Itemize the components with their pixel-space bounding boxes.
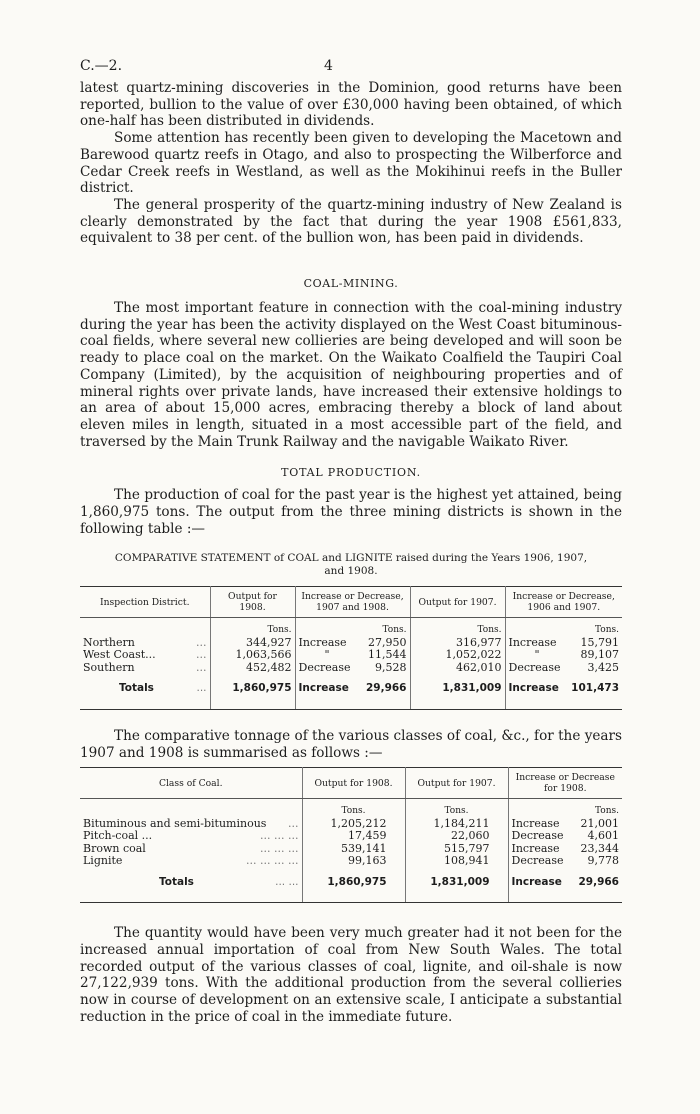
leader-dots: ...	[196, 660, 207, 674]
table1-unit-change1: Tons.	[295, 618, 410, 637]
table2-unit-1908: Tons.	[302, 799, 405, 818]
table2-header-class: Class of Coal.	[80, 768, 302, 799]
table2-totals-row	[80, 868, 622, 897]
paragraph-reef-development: Some attention has recently been given to developing the Macetown and Barewood quartz reefs in Otago, and also to prospecting the Wilberforce and Cedar Creek reefs in Westland, as well as the Mokihinui reefs in the Buller district.	[80, 130, 622, 197]
output-1908: 1,205,212	[302, 818, 405, 831]
output-1907: 22,060	[405, 830, 508, 843]
output-1907: 462,010	[410, 662, 505, 675]
output-1908: 452,482	[210, 662, 295, 675]
total-output-1908: 1,860,975	[302, 868, 405, 897]
total-output-1907: 1,831,009	[405, 868, 508, 897]
leader-dots: ... ... ... ...	[246, 854, 299, 868]
table1-totals-row	[80, 674, 622, 703]
output-1908: 344,927	[210, 637, 295, 650]
change-word: Increase	[298, 635, 347, 649]
table2-header-change: Increase or Decrease for 1908.	[508, 768, 622, 799]
table2-header-output-1907: Output for 1907.	[405, 768, 508, 799]
paragraph-comparative-tonnage: The comparative tonnage of the various classes of coal, &c., for the years 1907 and 1908 is summarised as follows :—	[80, 727, 622, 761]
leader-dots: ...	[196, 635, 207, 649]
output-1907: 1,184,211	[405, 818, 508, 831]
table2-header-output-1908: Output for 1908.	[302, 768, 405, 799]
section-heading-coal-mining: COAL-MINING.	[303, 277, 399, 291]
leader-dots: ... ... ...	[260, 829, 299, 843]
coal-class-name: Pitch-coal ...	[83, 829, 153, 843]
change-value: 27,950	[368, 635, 407, 649]
table-row	[80, 662, 622, 675]
change-value: 89,107	[580, 648, 619, 662]
total-change-word: Increase	[298, 682, 349, 695]
change-value: 9,528	[375, 660, 407, 674]
coal-class-name: Bituminous and semi-bituminous	[83, 816, 267, 830]
district-name: Southern	[83, 660, 135, 674]
page-number: 4	[324, 58, 333, 74]
paragraph-coal-industry: The most important feature in connection with the coal-mining industry during the year has been the activity displayed on the West Coast bituminous-coal fields, where several new collieries are being developed and will soon be ready to place coal on the market. On the Waikato Coalfield the Taupiri Coal Company (Limited), by the acquisition of neighbouring properties and of mineral rights over private lands, have increased their extensive holdings to an area of about 15,000 acres, embracing thereby a block of land about eleven miles in length, situated in a most accessible part of the field, and traversed by the Main Trunk Railway and the navigable Waikato River.	[80, 300, 622, 450]
leader-dots: ...	[196, 648, 207, 662]
table1-header-output-1907: Output for 1907.	[410, 587, 505, 618]
paragraph-importation: The quantity would have been very much greater had it not been for the increased annual importation of coal from New South Wales. The total recorded output of the various classes of coal, lignite, and oil-shale is now 27,122,939 tons. With the additional production from the several collieries now in course of development on an extensive scale, I anticipate a substantial reduction in the price of coal in the immediate future.	[80, 925, 622, 1025]
total-change-value: 29,966	[365, 682, 407, 695]
output-1908: 99,163	[302, 855, 405, 868]
change-value: 9,778	[587, 854, 619, 868]
output-1908: 1,063,566	[210, 649, 295, 662]
total-change-word: Increase	[511, 875, 562, 888]
table2-unit-1907: Tons.	[405, 799, 508, 818]
table1-header-row	[80, 587, 622, 618]
change-word: Increase	[511, 816, 560, 830]
table1-unit-1908: Tons.	[210, 618, 295, 637]
leader-dots: ... ...	[275, 875, 299, 888]
change-value: 11,544	[368, 648, 407, 662]
output-1908: 17,459	[302, 830, 405, 843]
change-word: "	[534, 648, 540, 662]
table1-unit-1907: Tons.	[410, 618, 505, 637]
document-reference: C.—2.	[80, 58, 123, 74]
change-word: Decrease	[511, 854, 564, 868]
table1-caption	[80, 552, 622, 578]
paragraph-quartz-returns: latest quartz-mining discoveries in the Dominion, good returns have been reported, bullion to the value of over £30,000 having been obtained, of which one-half has been distributed in dividends.	[80, 80, 622, 130]
table1-header-change-1906-1907: Increase or Decrease, 1906 and 1907.	[505, 587, 622, 618]
table1-header-change-1907-1908: Increase or Decrease, 1907 and 1908.	[295, 587, 410, 618]
table2-unit-change: Tons.	[508, 799, 622, 818]
table1-caption-line2: and 1908.	[324, 565, 378, 578]
total-output-1908: 1,860,975	[210, 674, 295, 703]
district-name: West Coast...	[83, 648, 156, 662]
totals-label: Totals	[119, 682, 154, 695]
table1-header-district: Inspection District.	[80, 587, 210, 618]
table-comparative-statement	[80, 586, 622, 710]
table-row	[80, 637, 622, 650]
output-1908: 539,141	[302, 843, 405, 856]
change-word: Increase	[508, 635, 557, 649]
section-heading-total-production: TOTAL PRODUCTION.	[281, 466, 421, 480]
change-word: Increase	[511, 841, 560, 855]
change-value: 15,791	[580, 635, 619, 649]
table-row	[80, 855, 622, 868]
change-word: Decrease	[511, 829, 564, 843]
change-word: Decrease	[298, 660, 351, 674]
coal-class-name: Brown coal	[83, 841, 146, 855]
leader-dots: ...	[196, 682, 207, 695]
totals-label: Totals	[159, 875, 194, 888]
table-class-of-coal	[80, 767, 622, 903]
output-1907: 316,977	[410, 637, 505, 650]
paragraph-production: The production of coal for the past year is the highest yet attained, being 1,860,975 tons. The output from the three mining districts is shown in the following table :—	[80, 487, 622, 537]
output-1907: 108,941	[405, 855, 508, 868]
table1-header-output-1908: Output for 1908.	[210, 587, 295, 618]
document-page	[80, 58, 622, 1026]
change-value: 4,601	[587, 829, 619, 843]
change-word: Decrease	[508, 660, 561, 674]
table2-header-row	[80, 768, 622, 799]
leader-dots: ... ... ...	[260, 841, 299, 855]
change-word: "	[324, 648, 330, 662]
change-value: 23,344	[580, 841, 619, 855]
table1-caption-line1: COMPARATIVE STATEMENT of COAL and LIGNITE raised during the Years 1906, 1907,	[114, 552, 588, 565]
table2-unit-row	[80, 799, 622, 818]
total-change-value: 29,966	[578, 875, 619, 888]
table1-unit-row	[80, 618, 622, 637]
coal-class-name: Lignite	[83, 854, 123, 868]
table1-unit-change2: Tons.	[505, 618, 622, 637]
total-change-word: Increase	[508, 682, 559, 695]
output-1907: 515,797	[405, 843, 508, 856]
change-value: 21,001	[580, 816, 619, 830]
total-output-1907: 1,831,009	[410, 674, 505, 703]
change-value: 3,425	[587, 660, 619, 674]
page-header	[80, 58, 622, 80]
district-name: Northern	[83, 635, 135, 649]
paragraph-dividends: The general prosperity of the quartz-mining industry of New Zealand is clearly demonstrated by the fact that during the year 1908 £561,833, equivalent to 38 per cent. of the bullion won, has been paid in dividends.	[80, 196, 622, 247]
leader-dots: ...	[288, 816, 299, 830]
output-1907: 1,052,022	[410, 649, 505, 662]
total-change-value: 101,473	[571, 682, 619, 695]
